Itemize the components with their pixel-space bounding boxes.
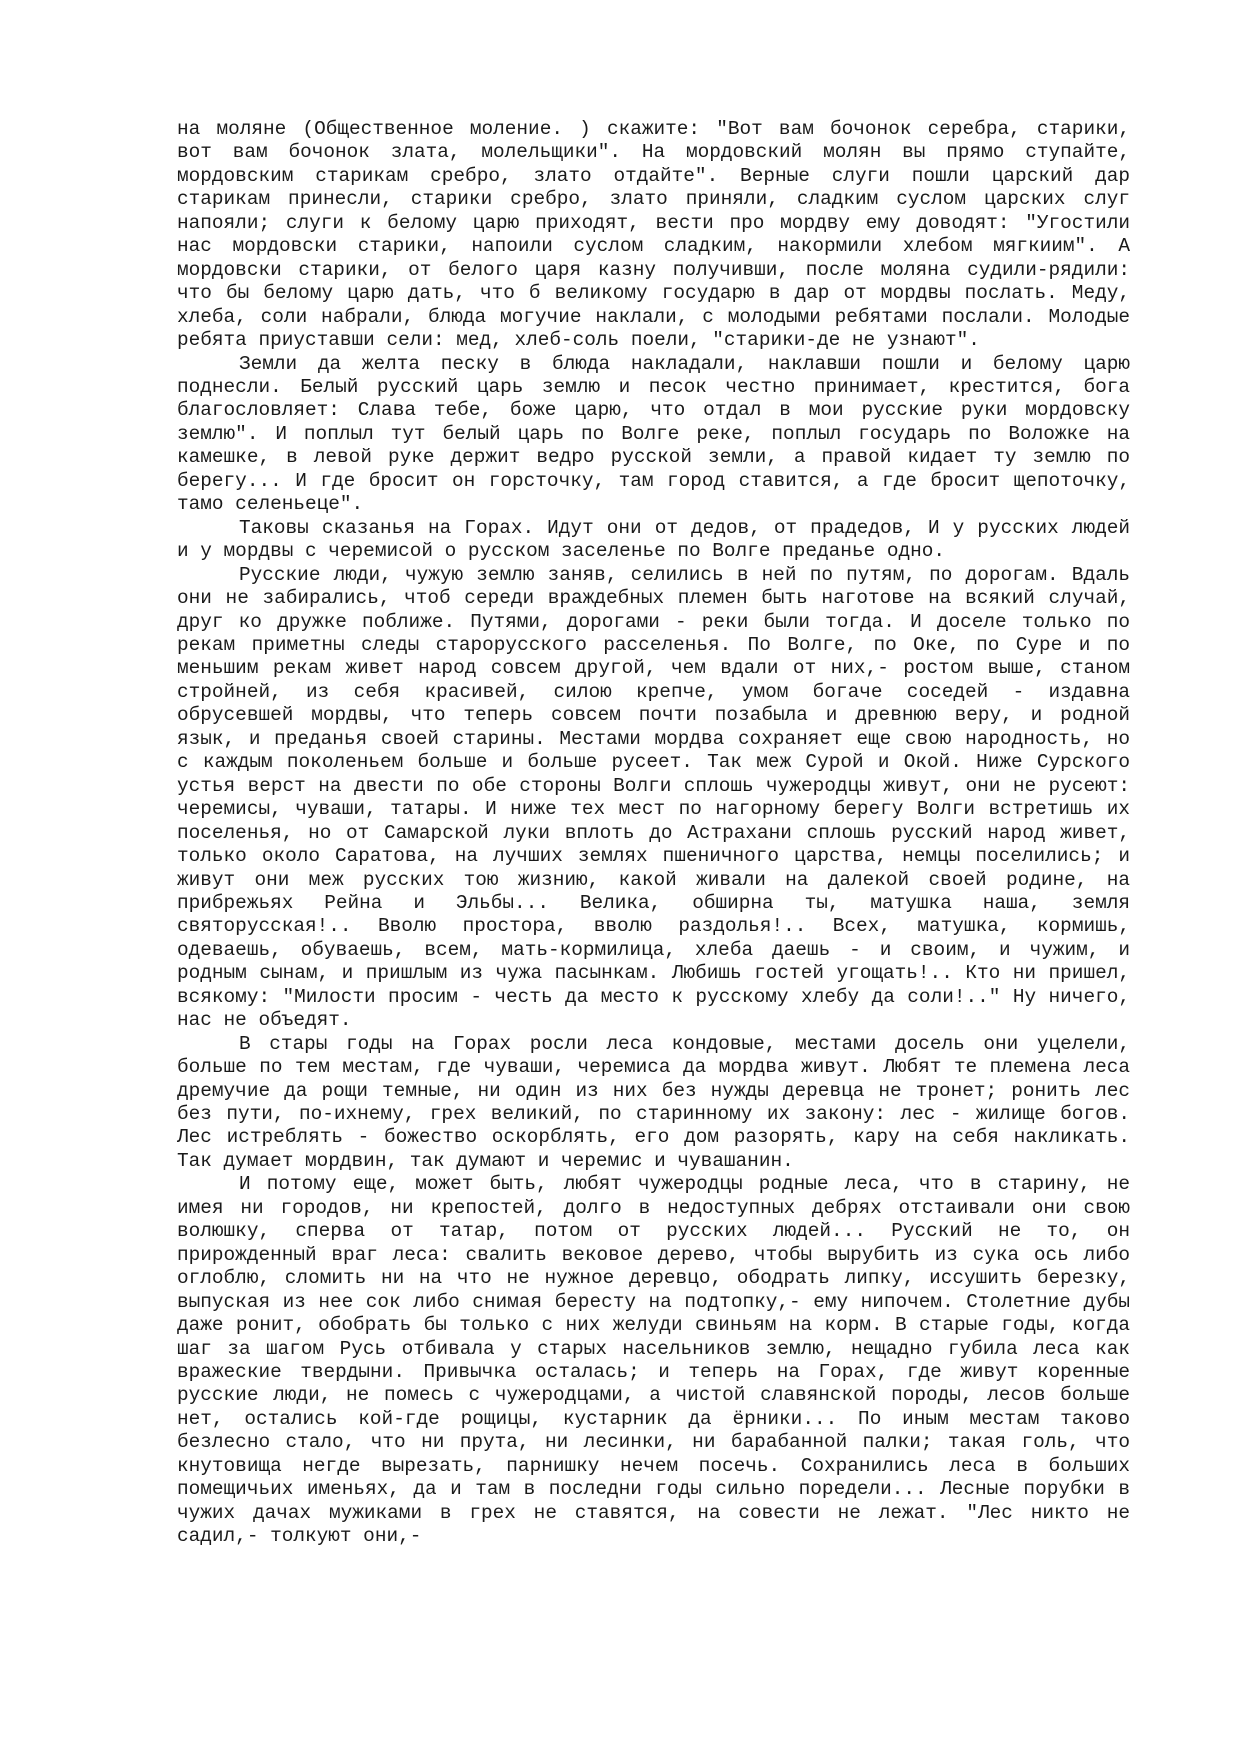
paragraph-3: Таковы сказанья на Горах. Идут они от дедов, от прадедов, И у русских людей и у мордвы с черемисой о русском заселенье по Волге преданье одно. [177, 516, 1130, 563]
page-body [177, 118, 1130, 1549]
paragraph-1: на моляне (Общественное моление. ) скажите: "Вот вам бочонок серебра, старики, вот вам бочонок злата, молельщики". На мордовский молян вы прямо ступайте, мордовским старикам сребро, злато отдайте". Верные слуги пошли царский дар старикам принесли, старики сребро, злато приняли, сладким суслом царских слуг напояли; слуги к белому царю приходят, вести про мордву ему доводят: "Угостили нас мордовски старики, напоили суслом сладким, накормили хлебом мягкиим". А мордовски старики, от белого царя казну получивши, после моляна судили-рядили: что бы белому царю дать, что б великому государю в дар от мордвы послать. Меду, хлеба, соли набрали, блюда могучие наклали, с молодыми ребятами послали. Молодые ребята приуставши сели: мед, хлеб-соль поели, "старики-де не узнают". [177, 118, 1130, 352]
paragraph-5: В стары годы на Горах росли леса кондовые, местами досель они уцелели, больше по тем местам, где чуваши, черемиса да мордва живут. Любят те племена леса дремучие да рощи темные, ни один из них без нужды деревца не тронет; ронить лес без пути, по-ихнему, грех великий, по старинному их закону: лес - жилище богов. Лес истреблять - божество оскорблять, его дом разорять, кару на себя накликать. Так думает мордвин, так думают и черемис и чувашанин. [177, 1032, 1130, 1172]
paragraph-6: И потому еще, может быть, любят чужеродцы родные леса, что в старину, не имея ни городов, ни крепостей, долго в недоступных дебрях отстаивали они свою волюшку, сперва от татар, потом от русских людей... Русский не то, он прирожденный враг леса: свалить вековое дерево, чтобы вырубить из сука ось либо оглоблю, сломить ни на что не нужное деревцо, ободрать липку, иссушить березку, выпуская из нее сок либо снимая бересту на подтопку,- ему нипочем. Столетние дубы даже ронит, обобрать бы только с них желуди свиньям на корм. В старые годы, когда шаг за шагом Русь отбивала у старых насельников землю, нещадно губила леса как вражеские твердыни. Привычка осталась; и теперь на Горах, где живут коренные русские люди, не помесь с чужеродцами, а чистой славянской породы, лесов больше нет, остались кой-где рощицы, кустарник да ёрники... По иным местам таково безлесно стало, что ни прута, ни лесинки, ни барабанной палки; такая голь, что кнутовища негде вырезать, парнишку нечем посечь. Сохранились леса в больших помещичьих именьях, да и там в последни годы сильно поредели... Лесные порубки в чужих дачах мужиками в грех не ставятся, на совести не лежат. "Лес никто не садил,- толкуют они,- [177, 1173, 1130, 1548]
paragraph-4: Русские люди, чужую землю заняв, селились в ней по путям, по дорогам. Вдаль они не забирались, чтоб середи враждебных племен быть наготове на всякий случай, друг ко дружке поближе. Путями, дорогами - реки были тогда. И доселе только по рекам приметны следы старорусского расселенья. По Волге, по Оке, по Суре и по меньшим рекам живет народ совсем другой, чем вдали от них,- ростом выше, станом стройней, из себя красивей, силою крепче, умом богаче соседей - издавна обрусевшей мордвы, что теперь совсем почти позабыла и древнюю веру, и родной язык, и преданья своей старины. Местами мордва сохраняет еще свою народность, но с каждым поколеньем больше и больше русеет. Так меж Сурой и Окой. Ниже Сурского устья верст на двести по обе стороны Волги сплошь чужеродцы живут, они не русеют: черемисы, чуваши, татары. И ниже тех мест по нагорному берегу Волги встретишь их поселенья, но от Самарской луки вплоть до Астрахани сплошь русский народ живет, только около Саратова, на лучших землях пшеничного царства, немцы поселились; и живут они меж русских тою жизнию, какой живали на далекой своей родине, на прибрежьях Рейна и Эльбы... Велика, обширна ты, матушка наша, земля святорусская!.. Вволю простора, вволю раздолья!.. Всех, матушка, кормишь, одеваешь, обуваешь, всем, мать-кормилица, хлеба даешь - и своим, и чужим, и родным сынам, и пришлым из чужа пасынкам. Любишь гостей угощать!.. Кто ни пришел, всякому: "Милости просим - честь да место к русскому хлебу да соли!.." Ну ничего, нас не объедят. [177, 563, 1130, 1032]
paragraph-2: Земли да желта песку в блюда накладали, наклавши пошли и белому царю поднесли. Белый русский царь землю и песок честно принимает, крестится, бога благословляет: Слава тебе, боже царю, что отдал в мои русские руки мордовску землю". И поплыл тут белый царь по Волге реке, поплыл государь по Воложке на камешке, в левой руке держит ведро русской земли, а правой кидает ту землю по берегу... И где бросит он горсточку, там город ставится, а где бросит щепоточку, тамо селеньеце". [177, 352, 1130, 516]
